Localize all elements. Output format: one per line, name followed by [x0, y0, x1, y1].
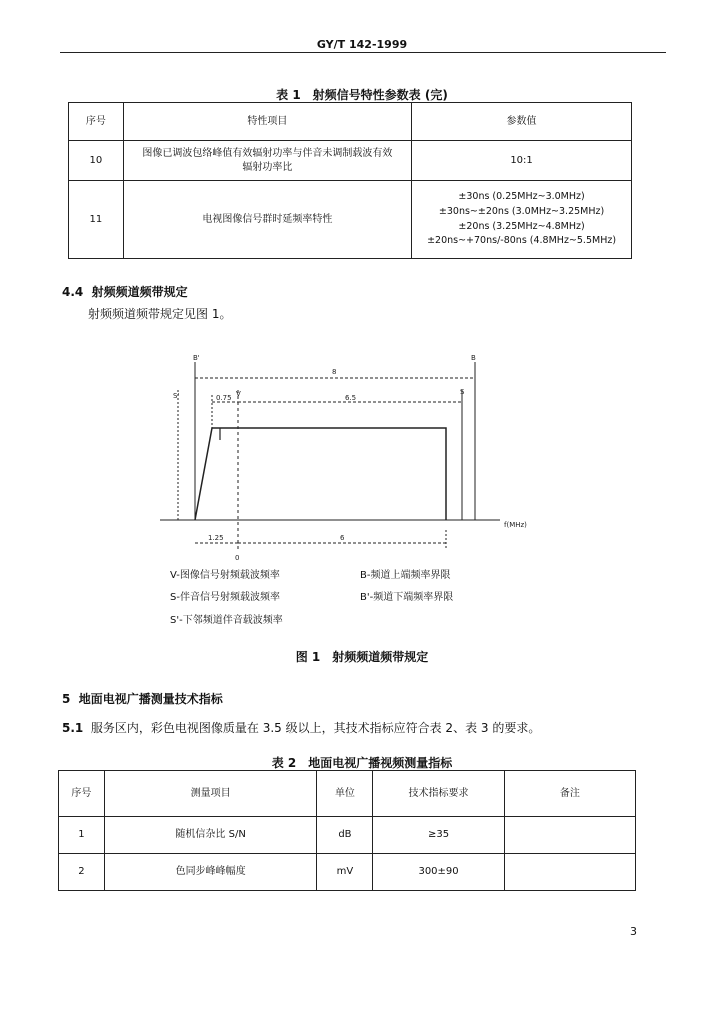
document-code-header: GY/T 142-1999 — [316, 38, 408, 51]
table-row — [69, 141, 632, 181]
table1-header-item: 特性项目 — [123, 103, 411, 141]
section-text: 服务区内，彩色电视图像质量在 3.5 级以上，其技术指标应符合表 2、表 3 的要求。 — [90, 721, 541, 735]
section-5-heading — [62, 690, 223, 707]
value-line: ±30ns (0.25MHz~3.0MHz) — [458, 191, 585, 203]
section-title: 地面电视广播测量技术指标 — [78, 692, 223, 706]
label-dim-125: 1.25 — [208, 534, 224, 542]
table1-header-value: 参数值 — [412, 103, 632, 141]
table2-cell-no: 1 — [59, 817, 105, 854]
label-dim-075: 0.75 — [216, 394, 232, 402]
label-v: V — [236, 390, 241, 398]
table2-cell-unit: mV — [317, 854, 373, 891]
table2-cell-note — [504, 854, 635, 891]
table2-caption: 表 2 地面电视广播视频测量指标 — [271, 756, 453, 770]
legend-s: S-伴音信号射频载波频率 — [170, 592, 280, 603]
section-4-4-text: 射频频道频带规定见图 1。 — [88, 307, 232, 321]
table2-cell-unit: dB — [317, 817, 373, 854]
label-s: S — [460, 388, 465, 396]
table1 — [68, 102, 632, 259]
table2-cell-item: 色同步峰峰幅度 — [104, 854, 317, 891]
legend-v: V-图像信号射频载波频率 — [170, 570, 280, 581]
label-dim-6: 6 — [340, 534, 345, 542]
table1-cell-item: 电视图像信号群时延频率特性 — [123, 181, 411, 259]
label-dim-65: 6.5 — [345, 394, 357, 402]
section-number: 5 — [62, 692, 71, 706]
page-number: 3 — [630, 925, 637, 938]
table2-header-unit: 单位 — [317, 771, 373, 817]
table2-header-no: 序号 — [59, 771, 105, 817]
table2-cell-no: 2 — [59, 854, 105, 891]
value-line: ±20ns~+70ns/-80ns (4.8MHz~5.5MHz) — [427, 235, 617, 247]
section-number: 5.1 — [62, 721, 84, 735]
table2 — [58, 770, 636, 891]
table1-header-no: 序号 — [69, 103, 124, 141]
passband-outline — [195, 428, 446, 520]
figure1-caption: 图 1 射频频道频带规定 — [295, 650, 429, 664]
table2-header-req: 技术指标要求 — [373, 771, 504, 817]
legend-b-prime: B'-频道下端频率界限 — [360, 592, 454, 603]
label-b-prime: B' — [193, 354, 200, 362]
label-zero: 0 — [235, 554, 240, 560]
label-f-axis: f(MHz) — [504, 521, 527, 529]
legend-s-prime: S'-下邻频道伴音载波频率 — [170, 615, 283, 626]
legend-b: B-频道上端频率界限 — [360, 570, 451, 581]
label-s-prime: S' — [173, 392, 180, 400]
table2-cell-item: 随机信杂比 S/N — [104, 817, 317, 854]
section-number: 4.4 — [62, 285, 84, 299]
table1-cell-no: 10 — [69, 141, 124, 181]
table-row — [69, 181, 632, 259]
value-line: ±20ns (3.25MHz~4.8MHz) — [458, 220, 585, 232]
section-4-4-heading — [62, 283, 188, 300]
table2-header-item: 测量项目 — [104, 771, 317, 817]
table1-cell-item: 图像已调波包络峰值有效辐射功率与伴音未调制载波有效辐射功率比 — [123, 141, 411, 181]
table2-cell-req: ≥35 — [373, 817, 504, 854]
table2-cell-req: 300±90 — [373, 854, 504, 891]
section-title: 射频频道频带规定 — [91, 285, 188, 299]
table2-cell-note — [504, 817, 635, 854]
value-line: ±30ns~±20ns (3.0MHz~3.25MHz) — [438, 205, 605, 217]
label-b: B — [471, 354, 476, 362]
table1-cell-value — [412, 181, 632, 259]
table1-cell-no: 11 — [69, 181, 124, 259]
header-rule — [60, 52, 666, 53]
table1-cell-value: 10:1 — [412, 141, 632, 181]
table2-header-note: 备注 — [504, 771, 635, 817]
section-5-1-paragraph — [62, 719, 540, 736]
label-dim-8: 8 — [332, 368, 337, 376]
table1-caption: 表 1 射频信号特性参数表 (完) — [276, 88, 448, 102]
figure1-diagram — [160, 350, 550, 560]
table-row — [59, 854, 636, 891]
table-row — [59, 817, 636, 854]
